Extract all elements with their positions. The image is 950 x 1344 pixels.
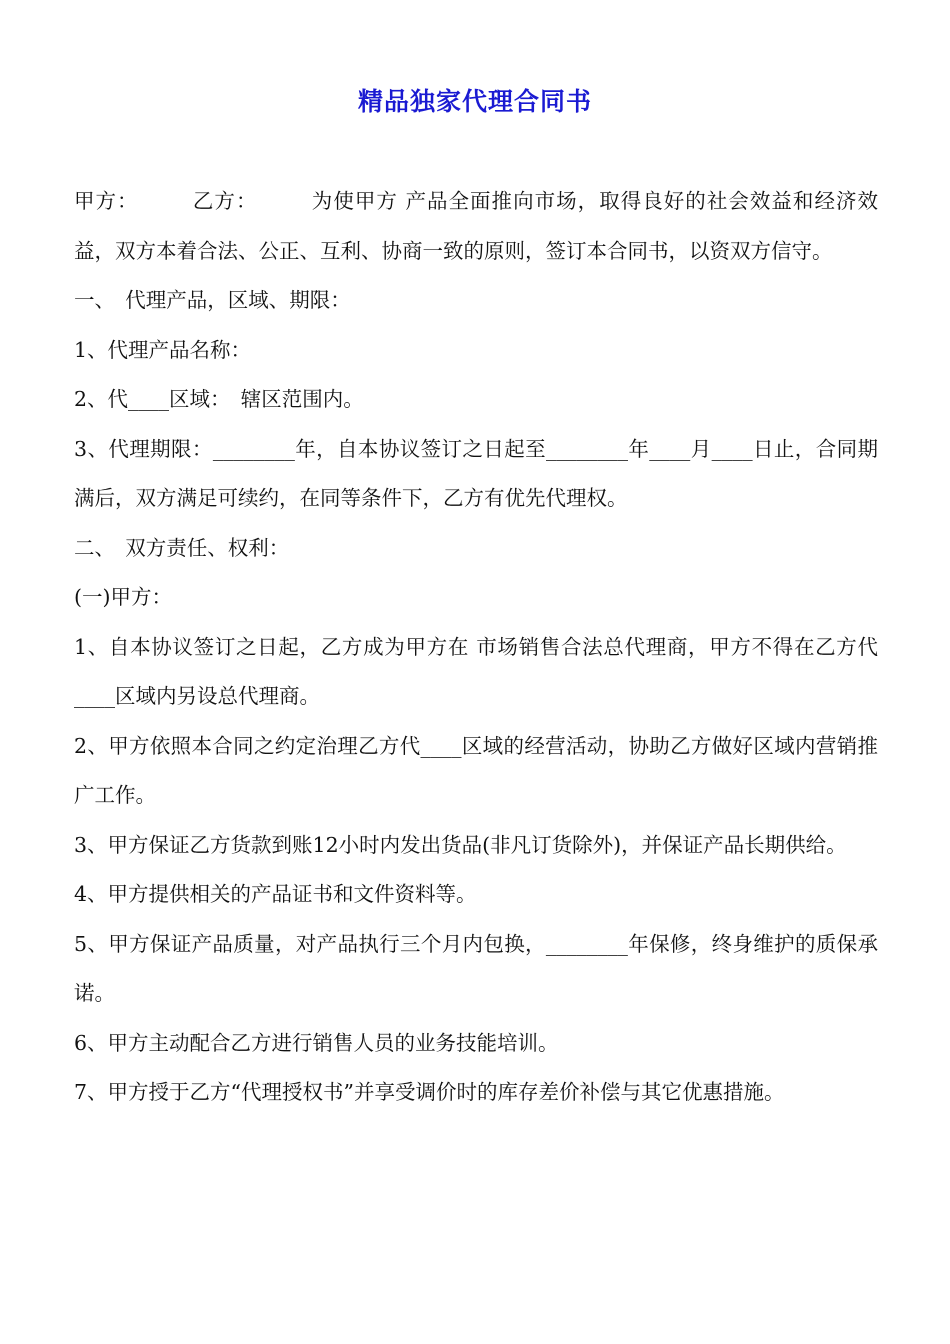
clause-a-6: 6、甲方主动配合乙方进行销售人员的业务技能培训。 — [74, 1030, 559, 1055]
subsection-heading-party-a: (一)甲方： — [74, 585, 172, 609]
clause-a-1: 1、自本协议签订之日起，乙方成为甲方在 市场销售合法总代理商，甲方不得在乙方代____区域内另设总代理商。 — [74, 634, 878, 708]
document-title: 精品独家代理合同书 — [357, 87, 592, 116]
section-heading-2: 二、 双方责任、权利： — [74, 535, 290, 560]
clause-1-2: 2、代____区域： 辖区范围内。 — [74, 387, 364, 411]
section-heading-1: 一、 代理产品，区域、期限： — [74, 288, 351, 312]
document-body — [74, 177, 878, 1118]
clause-a-7: 7、甲方授于乙方“代理授权书”并享受调价时的库存差价补偿与其它优惠措施。 — [74, 1080, 785, 1104]
clause-1-1: 1、代理产品名称： — [74, 337, 252, 362]
clause-a-5: 5、甲方保证产品质量，对产品执行三个月内包换，________年保修，终身维护的质保承诺。 — [74, 931, 878, 1005]
clause-a-4: 4、甲方提供相关的产品证书和文件资料等。 — [74, 882, 477, 906]
clause-1-3: 3、代理期限：________年，自本协议签订之日起至________年____月____日止，合同期满后，双方满足可续约，在同等条件下，乙方有优先代理权。 — [74, 436, 878, 510]
clause-a-3: 3、甲方保证乙方货款到账12小时内发出货品(非凡订货除外)，并保证产品长期供给。 — [74, 832, 847, 857]
paragraph-preamble: 甲方： 乙方： 为使甲方 产品全面推向市场，取得良好的社会效益和经济效益，双方本着合法、公正、互利、协商一致的原则，签订本合同书，以资双方信守。 — [74, 189, 878, 263]
clause-a-2: 2、甲方依照本合同之约定治理乙方代____区域的经营活动，协助乙方做好区域内营销推广工作。 — [74, 733, 878, 807]
